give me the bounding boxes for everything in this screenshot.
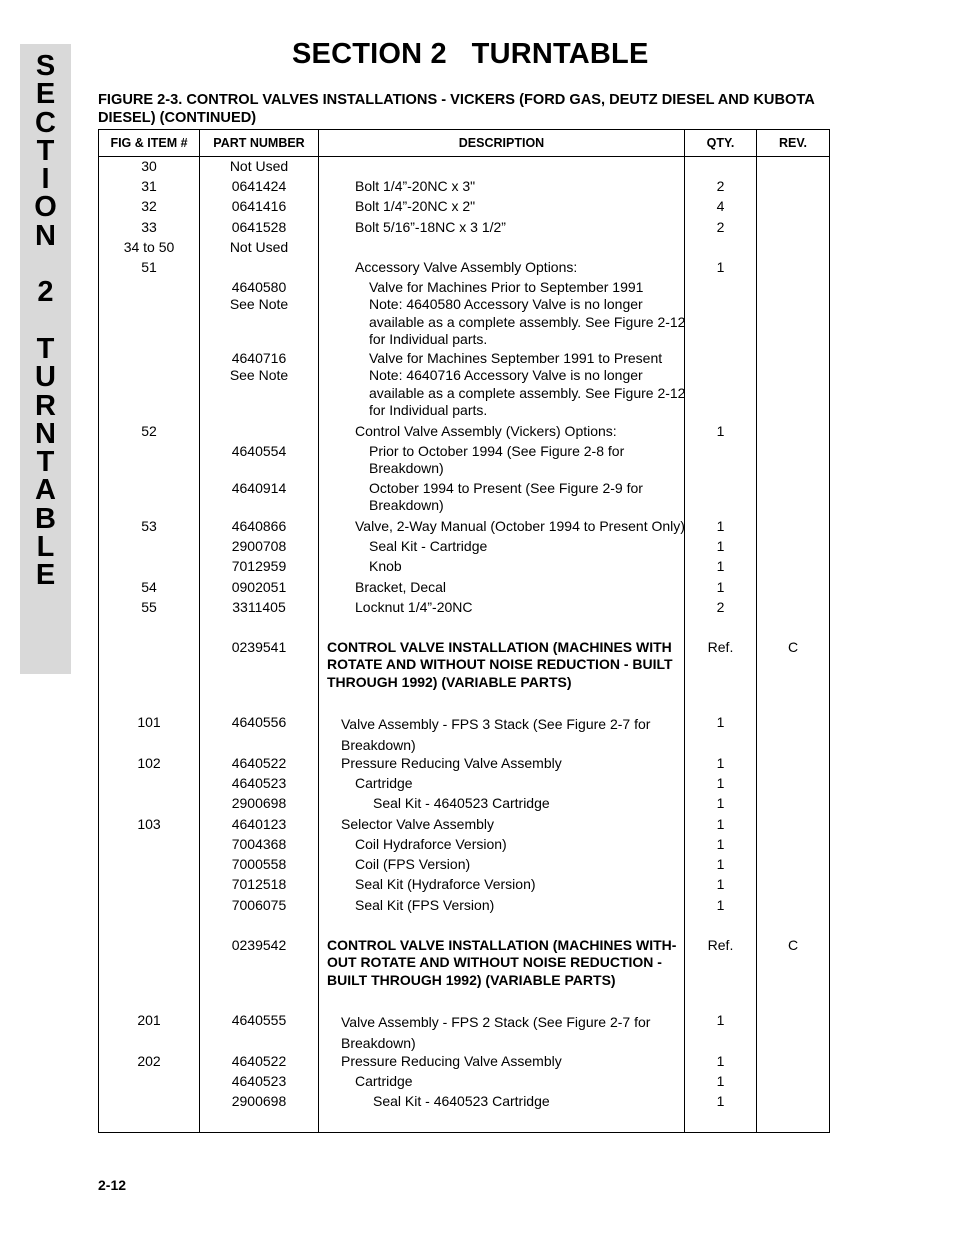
- qty-cell: 1: [716, 816, 725, 832]
- qty-cell: 1: [716, 755, 725, 771]
- description-cell: Pressure Reducing Valve Assembly: [341, 755, 562, 771]
- description-cell: Pressure Reducing Valve Assembly: [341, 1053, 562, 1069]
- part-number-cell: 2900698: [231, 1093, 287, 1109]
- qty-cell: 1: [716, 1053, 725, 1069]
- fig-item-cell: 55: [141, 599, 157, 615]
- description-cell: Knob: [369, 558, 402, 574]
- description-cell: CONTROL VALVE INSTALLATION (MACHINES WITH- OUT ROTATE AND WITHOUT NOISE REDUCTION - BUILT THROUGH 1992) (VARIABLE PARTS): [327, 937, 677, 988]
- fig-item-cell: 52: [141, 423, 157, 439]
- rev-cell: C: [787, 639, 799, 655]
- side-tab-letters: S E C T I O N 2 T U R N T A B L E: [34, 50, 57, 592]
- fig-item-cell: 201: [137, 1012, 161, 1028]
- header-divider: [99, 156, 829, 157]
- qty-cell: 2: [716, 178, 725, 194]
- figure-title: FIGURE 2-3. CONTROL VALVES INSTALLATIONS - VICKERS (FORD GAS, DEUTZ DIESEL AND KUBOTA DIESEL) (CONTINUED): [98, 92, 815, 126]
- description-cell: Cartridge: [355, 775, 413, 791]
- qty-cell: 1: [716, 714, 725, 730]
- part-number-cell: 2900708: [231, 538, 287, 554]
- page-number: 2-12: [98, 1177, 127, 1193]
- description-cell: Cartridge: [355, 1073, 413, 1089]
- fig-item-cell: 33: [141, 219, 157, 235]
- description-cell: Valve Assembly - FPS 2 Stack (See Figure 2-7 for Breakdown): [341, 1014, 651, 1051]
- column-divider: [318, 130, 319, 1132]
- part-number-cell: 0239542: [231, 937, 287, 953]
- qty-cell: Ref.: [707, 639, 734, 655]
- description-cell: Seal Kit (FPS Version): [355, 897, 495, 913]
- part-number-cell: 7012959: [231, 558, 287, 574]
- part-number-cell: 0641416: [231, 198, 287, 214]
- qty-cell: 1: [716, 259, 725, 275]
- part-number-cell: 7000558: [231, 856, 287, 872]
- description-cell: Seal Kit (Hydraforce Version): [355, 876, 536, 892]
- parts-table: [98, 129, 830, 1133]
- qty-cell: 1: [716, 423, 725, 439]
- part-number-cell: 0239541: [231, 639, 287, 655]
- fig-item-cell: 103: [137, 816, 161, 832]
- fig-item-cell: 31: [141, 178, 157, 194]
- qty-cell: 1: [716, 579, 725, 595]
- part-number-cell: 3311405: [232, 599, 286, 615]
- part-number-cell: 4640123: [231, 816, 287, 832]
- part-number-cell: 4640555: [231, 1012, 287, 1028]
- qty-cell: 1: [716, 1093, 725, 1109]
- description-cell: Valve for Machines September 1991 to Present Note: 4640716 Accessory Valve is no longer available as a complete assembly. See Figure 2-12 for Individual parts.: [369, 350, 686, 419]
- column-divider: [756, 130, 757, 1132]
- description-cell: Bracket, Decal: [355, 579, 447, 595]
- fig-item-cell: 30: [141, 158, 157, 174]
- qty-cell: 1: [716, 558, 725, 574]
- qty-cell: 1: [716, 876, 725, 892]
- part-number-cell: 4640866: [231, 518, 287, 534]
- fig-item-cell: 51: [141, 259, 157, 275]
- description-cell: CONTROL VALVE INSTALLATION (MACHINES WITH ROTATE AND WITHOUT NOISE REDUCTION - BUILT THROUGH 1992) (VARIABLE PARTS): [327, 639, 673, 690]
- description-cell: Control Valve Assembly (Vickers) Options:: [355, 423, 617, 439]
- qty-cell: 2: [716, 599, 725, 615]
- column-divider: [684, 130, 685, 1132]
- part-number-cell: 4640523: [231, 1073, 287, 1089]
- header-qty: QTY.: [706, 136, 735, 150]
- part-number-cell: 4640580 See Note: [229, 279, 289, 313]
- qty-cell: 1: [716, 1073, 725, 1089]
- description-cell: Valve, 2-Way Manual (October 1994 to Present Only): [355, 518, 685, 534]
- description-cell: Valve Assembly - FPS 3 Stack (See Figure 2-7 for Breakdown): [341, 716, 651, 753]
- qty-cell: 1: [716, 795, 725, 811]
- section-side-tab: [20, 44, 71, 674]
- header-description: DESCRIPTION: [458, 136, 545, 150]
- description-cell: Seal Kit - 4640523 Cartridge: [373, 795, 550, 811]
- part-number-cell: 0641424: [231, 178, 287, 194]
- qty-cell: 1: [716, 538, 725, 554]
- description-cell: Prior to October 1994 (See Figure 2-8 for Breakdown): [369, 443, 625, 477]
- fig-item-cell: 54: [141, 579, 157, 595]
- header-fig-item: FIG & ITEM #: [110, 136, 188, 150]
- part-number-cell: 0902051: [231, 579, 287, 595]
- description-cell: Bolt 1/4”-20NC x 3": [355, 178, 476, 194]
- qty-cell: 1: [716, 775, 725, 791]
- description-cell: October 1994 to Present (See Figure 2-9 for Breakdown): [369, 480, 643, 514]
- part-number-cell: 4640556: [231, 714, 287, 730]
- qty-cell: 1: [716, 897, 725, 913]
- part-number-cell: 4640522: [231, 1053, 287, 1069]
- part-number-cell: 4640554: [231, 443, 287, 459]
- part-number-cell: 7004368: [231, 836, 287, 852]
- fig-item-cell: 102: [137, 755, 161, 771]
- description-cell: Coil (FPS Version): [355, 856, 471, 872]
- description-cell: Valve for Machines Prior to September 1991 Note: 4640580 Accessory Valve is no longer available as a complete assembly. See Figure 2-12 for Individual parts.: [369, 279, 686, 348]
- qty-cell: 1: [716, 856, 725, 872]
- part-number-cell: Not Used: [229, 158, 289, 174]
- qty-cell: 1: [716, 836, 725, 852]
- part-number-cell: 4640716 See Note: [229, 350, 289, 384]
- part-number-cell: 0641528: [231, 219, 287, 235]
- header-part-number: PART NUMBER: [213, 136, 305, 150]
- description-cell: Selector Valve Assembly: [341, 816, 495, 832]
- qty-cell: 1: [716, 1012, 725, 1028]
- rev-cell: C: [787, 937, 799, 953]
- fig-item-cell: 101: [137, 714, 161, 730]
- fig-item-cell: 34 to 50: [123, 239, 175, 255]
- part-number-cell: Not Used: [229, 239, 289, 255]
- description-cell: Locknut 1/4”-20NC: [355, 599, 473, 615]
- part-number-cell: 4640914: [231, 480, 287, 496]
- qty-cell: 1: [716, 518, 725, 534]
- part-number-cell: 2900698: [231, 795, 287, 811]
- qty-cell: 2: [716, 219, 725, 235]
- fig-item-cell: 32: [141, 198, 157, 214]
- description-cell: Bolt 1/4”-20NC x 2": [355, 198, 476, 214]
- part-number-cell: 7012518: [231, 876, 287, 892]
- qty-cell: 4: [716, 198, 725, 214]
- description-cell: Seal Kit - 4640523 Cartridge: [373, 1093, 550, 1109]
- fig-item-cell: 202: [137, 1053, 161, 1069]
- description-cell: Bolt 5/16”-18NC x 3 1/2”: [355, 219, 506, 235]
- part-number-cell: 7006075: [231, 897, 287, 913]
- qty-cell: Ref.: [707, 937, 734, 953]
- header-rev: REV.: [778, 136, 808, 150]
- section-title: SECTION 2 TURNTABLE: [292, 38, 649, 70]
- description-cell: Accessory Valve Assembly Options:: [355, 259, 578, 275]
- part-number-cell: 4640523: [231, 775, 287, 791]
- description-cell: Seal Kit - Cartridge: [369, 538, 488, 554]
- part-number-cell: 4640522: [231, 755, 287, 771]
- fig-item-cell: 53: [141, 518, 157, 534]
- description-cell: Coil Hydraforce Version): [355, 836, 507, 852]
